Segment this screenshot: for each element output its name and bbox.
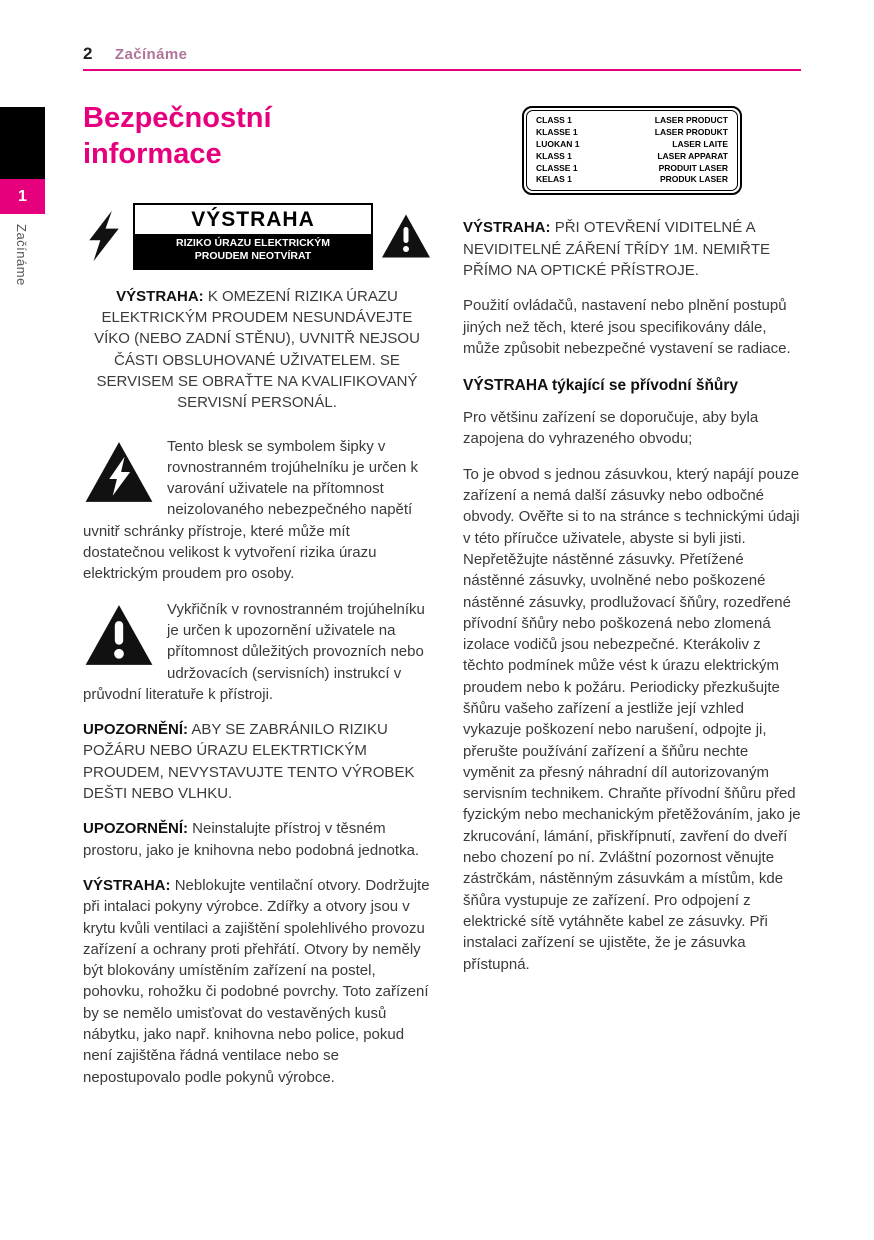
warning-box-risk-line2: PROUDEM NEOTVÍRAT <box>194 250 312 263</box>
ventilation-warning-text: Neblokujte ventilační otvory. Dodržujte při intalaci pokyny výrobce. Zdířky a otvory jsou v krytu kvůli ventilaci a zajištění spolehlivého provozu zařízení a ochrany proti přehřátí. Otvory by neměly být blokovány umístěním zařízení na postel, pohovku, rohožku či podobné povrchy. Toto zařízení by se nemělo umisťovat do vestavěných kusů nábytku, jako např. knihovna nebo police, pokud není zajištěna řádná ventilace nebo se nepostupovalo podle pokynů výrobce. <box>83 876 430 1086</box>
exclamation-note-text: Vykřičník v rovnostranném trojúhelníku je určen k upozornění uživatele na přítomnost důležitých provozních nebo udržovacích (servisních) instrukcí v průvodní literatuře k přístroji. <box>83 600 425 703</box>
exclamation-note-paragraph <box>83 599 431 705</box>
chapter-tab-bar <box>0 107 45 179</box>
chapter-tab <box>0 107 45 286</box>
bolt-note-text: Tento blesk se symbolem šipky v rovnostranném trojúhelníku je určen k varování uživatele na přítomnost neizolovaného nebezpečného napětí uvnitř schránky přístroje, které může mít dostatečnou velikost k vytvoření rizika úrazu elektrickým proudem pro osoby. <box>83 437 418 583</box>
enclosure-warning-label: UPOZORNĚNÍ: <box>83 820 188 838</box>
right-column <box>463 100 801 1102</box>
caution-label: VÝSTRAHA: <box>116 287 204 305</box>
fire-warning-paragraph <box>83 719 431 804</box>
fire-warning-text: ABY SE ZABRÁNILO RIZIKU POŽÁRU NEBO ÚRAZU ELEKTRTICKÝM PROUDEM, NEVYSTAVUJTE TENTO VÝROBEK DEŠTI NEBO VLHKU. <box>83 721 415 803</box>
laser-warning-paragraph <box>463 217 801 281</box>
page-title-line2: informace <box>83 138 222 171</box>
power-cord-body-paragraph: To je obvod s jednou zásuvkou, který napájí pouze zařízení a nemá další zásuvky nebo odbočné obvody. Ověřte si to na stránce s technickými údaji v této příručce uživatele, abyste si byli jisti. Nepřetěžujte nástěnné zásuvky. Přetížené nástěnné zásuvky, uvolněné nebo poškozené nástěnné zásuvky, prodlužovací šňůry, rozedřené přívodní šňůry nebo poškozená nebo zlomená izolace vodičů jsou nebezpečné. Kterákoliv z těchto podmínek může vést k úrazu elektrickým proudem nebo k požáru. Periodicky přezkušujte šňůru vašeho zařízení a jestliže její vzhled vykazuje poškození nebo narušení, odpojte ji, přerušte používání zařízení a šňůru nechte vyměnit za přesný náhradní díl autorizovaným servisním technikem. Chraňte přívodní šňůru před fyzickým nebo mechanickým přetěžováním, jako je zkrucování, lámání, přiskřípnutí, zavření do dveří nebo chození po ní. Zvláštní pozornost věnujte zástrčkám, nástěnným zásuvkám a místům, kde šňůra vystupuje ze zařízení. Pro odpojení z elektrické sítě vytáhněte kabel ze zásuvky. Při instalaci zařízení se ujistěte, že je zásuvka přístupná. <box>463 465 801 973</box>
content-area <box>83 100 801 1102</box>
warning-box <box>133 203 373 270</box>
caution-text: K OMEZENÍ RIZIKA ÚRAZU ELEKTRICKÝM PROUDEM NESUNDÁVEJTE VÍKO (NEBO ZADNÍ STĚNU), UVNITŘ NEJSOU ČÁSTI OBSLUHOVANÉ UŽIVATELEM. SE SERVISEM SE OBRAŤTE NA KVALIFIKOVANÝ SERVISNÍ PERSONÁL. <box>94 287 420 412</box>
laser-label-line: KELAS 1 PRODUK LASER <box>536 174 728 185</box>
header-rule <box>83 69 801 71</box>
page-title <box>83 100 431 173</box>
radiation-note-paragraph: Použití ovládačů, nastavení nebo plnění postupů jiných než těch, které jsou specifikovány dále, může způsobit nebezpečné vystavení se radiace. <box>463 297 791 357</box>
fire-warning-label: UPOZORNĚNÍ: <box>83 721 188 739</box>
laser-label-line: LUOKAN 1 LASER LAITE <box>536 138 728 149</box>
ventilation-warning-label: VÝSTRAHA: <box>83 876 171 894</box>
laser-warning-label: VÝSTRAHA: <box>463 219 551 237</box>
bolt-note-paragraph <box>83 436 431 585</box>
enclosure-warning-paragraph <box>83 818 431 861</box>
chapter-number-badge: 1 <box>0 179 45 214</box>
chapter-label-vertical: Začínáme <box>14 224 29 286</box>
laser-label-line: KLASSE 1 LASER PRODUKT <box>536 126 728 137</box>
exclamation-triangle-icon <box>83 603 155 667</box>
power-cord-heading: VÝSTRAHA týkající se přívodní šňůry <box>463 377 739 395</box>
class1-laser-label <box>522 106 742 195</box>
ventilation-warning-paragraph <box>83 875 431 1088</box>
lightning-triangle-icon <box>83 440 155 504</box>
page-header <box>83 44 801 64</box>
warning-box-title: VÝSTRAHA <box>191 207 315 231</box>
caution-paragraph <box>83 286 431 414</box>
class1-laser-label-inner <box>526 110 738 191</box>
power-cord-intro-paragraph: Pro většinu zařízení se doporučuje, aby byla zapojena do vyhrazeného obvodu; <box>463 409 759 448</box>
page-number: 2 <box>83 44 93 63</box>
warning-box-risk-text <box>135 234 371 268</box>
exclamation-triangle-icon <box>381 208 431 264</box>
warning-box-risk-line1: RIZIKO ÚRAZU ELEKTRICKÝM <box>176 236 330 249</box>
laser-warning-text: PŘI OTEVŘENÍ VIDITELNÉ A NEVIDITELNÉ ZÁŘENÍ TŘÍDY 1M. NEMIŘTE PŘÍMO NA OPTICKÉ PŘÍSTROJE. <box>463 219 770 279</box>
lightning-bolt-icon <box>83 207 125 265</box>
laser-label-line: CLASSE 1 PRODUIT LASER <box>536 162 728 173</box>
enclosure-warning-text: Neinstalujte přístroj v těsném prostoru, jako je knihovna nebo podobná jednotka. <box>83 820 420 859</box>
electric-shock-warning-graphic <box>83 203 431 270</box>
page-title-line1: Bezpečnostní <box>83 102 272 134</box>
header-section-title: Začínáme <box>114 46 188 63</box>
left-column <box>83 100 431 1102</box>
laser-label-line: CLASS 1 LASER PRODUCT <box>536 115 728 125</box>
laser-label-line: KLASS 1 LASER APPARAT <box>536 150 728 161</box>
